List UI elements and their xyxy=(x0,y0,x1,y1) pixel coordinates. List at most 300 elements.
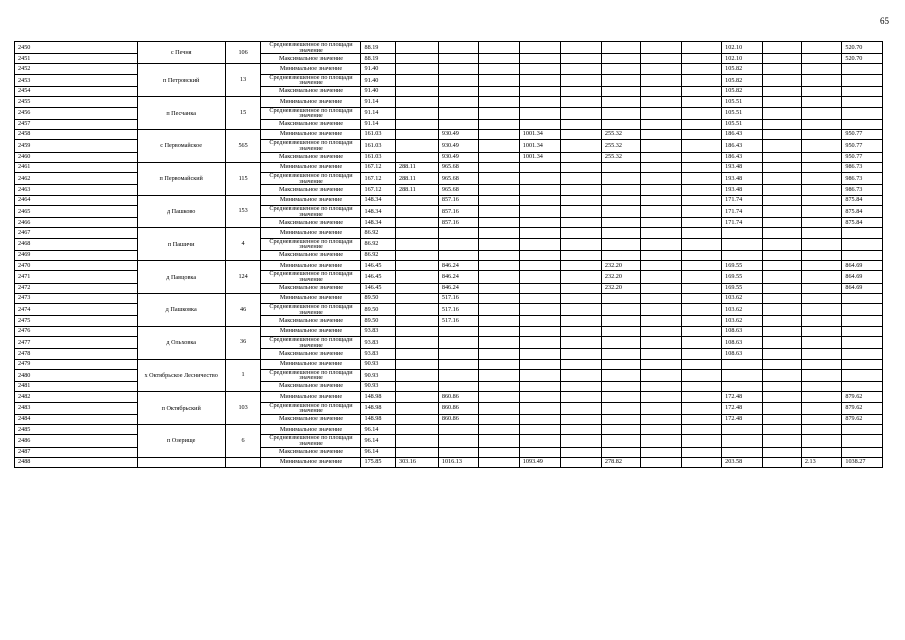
value-cell xyxy=(681,152,721,162)
value-cell xyxy=(438,382,478,392)
row-id: 2483 xyxy=(15,402,138,414)
value-cell xyxy=(519,349,561,359)
value-cell xyxy=(681,414,721,424)
value-cell xyxy=(762,447,801,457)
value-cell: 146.45 xyxy=(361,283,396,293)
value-cell xyxy=(519,64,561,74)
value-cell: 90.93 xyxy=(361,369,396,381)
value-cell: 864.69 xyxy=(842,283,883,293)
metric-label: Минимальное значение xyxy=(261,130,361,140)
value-cell xyxy=(681,435,721,447)
value-cell xyxy=(479,271,519,283)
settlement-name: п Октябрьский xyxy=(137,392,225,425)
metric-label: Минимальное значение xyxy=(261,162,361,172)
value-cell xyxy=(801,392,841,402)
value-cell xyxy=(395,261,438,271)
value-cell xyxy=(762,162,801,172)
table-row xyxy=(15,228,883,238)
value-cell xyxy=(519,402,561,414)
value-cell xyxy=(561,130,601,140)
value-cell xyxy=(681,447,721,457)
value-cell xyxy=(395,382,438,392)
settlement-name: с Печня xyxy=(137,42,225,64)
value-cell xyxy=(561,457,601,467)
value-cell xyxy=(395,392,438,402)
value-cell: 1038.27 xyxy=(842,457,883,467)
value-cell xyxy=(395,152,438,162)
value-cell xyxy=(842,74,883,86)
value-cell xyxy=(641,238,681,250)
value-cell xyxy=(641,293,681,303)
value-cell xyxy=(641,435,681,447)
value-cell: 86.92 xyxy=(361,250,396,260)
value-cell: 89.50 xyxy=(361,304,396,316)
value-cell xyxy=(561,74,601,86)
value-cell: 930.49 xyxy=(438,130,478,140)
value-cell xyxy=(479,326,519,336)
value-cell xyxy=(681,425,721,435)
value-cell xyxy=(519,173,561,185)
value-cell xyxy=(519,250,561,260)
value-cell xyxy=(601,74,640,86)
value-cell xyxy=(395,64,438,74)
value-cell xyxy=(681,382,721,392)
value-cell: 857.16 xyxy=(438,205,478,217)
value-cell xyxy=(519,382,561,392)
value-cell xyxy=(601,414,640,424)
value-cell: 875.84 xyxy=(842,195,883,205)
value-cell xyxy=(601,64,640,74)
value-cell: 91.40 xyxy=(361,64,396,74)
value-cell xyxy=(762,326,801,336)
value-cell xyxy=(438,447,478,457)
value-cell xyxy=(762,283,801,293)
value-cell xyxy=(762,42,801,54)
value-cell xyxy=(681,86,721,96)
value-cell xyxy=(519,86,561,96)
value-cell xyxy=(438,337,478,349)
value-cell xyxy=(395,42,438,54)
value-cell: 171.74 xyxy=(722,205,762,217)
value-cell xyxy=(681,271,721,283)
value-cell xyxy=(801,173,841,185)
value-cell xyxy=(479,119,519,129)
value-cell xyxy=(519,195,561,205)
value-cell: 879.62 xyxy=(842,402,883,414)
value-cell xyxy=(641,457,681,467)
value-cell xyxy=(479,152,519,162)
value-cell xyxy=(641,250,681,260)
value-cell xyxy=(762,195,801,205)
value-cell xyxy=(681,119,721,129)
value-cell xyxy=(801,425,841,435)
population: 115 xyxy=(225,162,261,195)
value-cell xyxy=(762,86,801,96)
value-cell: 148.34 xyxy=(361,205,396,217)
value-cell xyxy=(601,435,640,447)
value-cell xyxy=(479,74,519,86)
population: 4 xyxy=(225,228,261,261)
value-cell xyxy=(762,64,801,74)
value-cell: 879.62 xyxy=(842,414,883,424)
value-cell: 89.50 xyxy=(361,316,396,326)
row-id: 2463 xyxy=(15,185,138,195)
value-cell xyxy=(561,382,601,392)
value-cell xyxy=(561,425,601,435)
value-cell xyxy=(479,316,519,326)
value-cell: 278.82 xyxy=(601,457,640,467)
value-cell xyxy=(641,162,681,172)
value-cell xyxy=(601,205,640,217)
value-cell xyxy=(681,97,721,107)
value-cell xyxy=(561,86,601,96)
value-cell xyxy=(722,447,762,457)
value-cell: 103.62 xyxy=(722,316,762,326)
row-id: 2478 xyxy=(15,349,138,359)
value-cell xyxy=(801,86,841,96)
row-id: 2454 xyxy=(15,86,138,96)
value-cell xyxy=(479,425,519,435)
value-cell xyxy=(438,349,478,359)
value-cell: 105.51 xyxy=(722,97,762,107)
value-cell xyxy=(395,283,438,293)
value-cell: 169.55 xyxy=(722,261,762,271)
value-cell: 172.48 xyxy=(722,414,762,424)
value-cell xyxy=(681,107,721,119)
settlement-name xyxy=(137,457,225,467)
page-number: 65 xyxy=(880,16,889,26)
value-cell xyxy=(722,435,762,447)
value-cell xyxy=(801,271,841,283)
value-cell xyxy=(641,42,681,54)
value-cell xyxy=(801,185,841,195)
value-cell xyxy=(479,337,519,349)
value-cell xyxy=(641,86,681,96)
table-row xyxy=(15,261,883,271)
settlement-name: п Песчанка xyxy=(137,97,225,130)
value-cell xyxy=(641,283,681,293)
value-cell: 169.55 xyxy=(722,283,762,293)
value-cell xyxy=(479,349,519,359)
metric-label: Средневзвешенное по площади значение xyxy=(261,435,361,447)
value-cell xyxy=(438,359,478,369)
value-cell xyxy=(681,250,721,260)
metric-label: Максимальное значение xyxy=(261,283,361,293)
value-cell xyxy=(519,435,561,447)
value-cell xyxy=(561,173,601,185)
value-cell xyxy=(395,359,438,369)
row-id: 2456 xyxy=(15,107,138,119)
value-cell xyxy=(479,107,519,119)
value-cell: 86.92 xyxy=(361,228,396,238)
value-cell xyxy=(479,64,519,74)
value-cell xyxy=(519,304,561,316)
value-cell xyxy=(681,205,721,217)
value-cell xyxy=(601,107,640,119)
value-cell: 108.63 xyxy=(722,326,762,336)
value-cell xyxy=(681,326,721,336)
value-cell xyxy=(519,218,561,228)
value-cell: 857.16 xyxy=(438,195,478,205)
value-cell: 232.20 xyxy=(601,283,640,293)
value-cell xyxy=(842,316,883,326)
metric-label: Максимальное значение xyxy=(261,119,361,129)
value-cell xyxy=(842,359,883,369)
row-id: 2459 xyxy=(15,140,138,152)
value-cell xyxy=(842,447,883,457)
row-id: 2485 xyxy=(15,425,138,435)
value-cell xyxy=(762,205,801,217)
value-cell xyxy=(641,173,681,185)
value-cell xyxy=(801,119,841,129)
value-cell xyxy=(561,316,601,326)
value-cell xyxy=(722,228,762,238)
metric-label: Максимальное значение xyxy=(261,447,361,457)
value-cell xyxy=(479,261,519,271)
value-cell: 93.83 xyxy=(361,337,396,349)
value-cell xyxy=(681,218,721,228)
value-cell xyxy=(842,425,883,435)
value-cell xyxy=(395,414,438,424)
value-cell xyxy=(722,369,762,381)
value-cell xyxy=(641,195,681,205)
value-cell: 102.10 xyxy=(722,54,762,64)
value-cell: 232.20 xyxy=(601,261,640,271)
value-cell: 864.69 xyxy=(842,261,883,271)
row-id: 2479 xyxy=(15,359,138,369)
value-cell xyxy=(842,64,883,74)
value-cell: 857.16 xyxy=(438,218,478,228)
row-id: 2467 xyxy=(15,228,138,238)
value-cell xyxy=(519,447,561,457)
value-cell xyxy=(395,326,438,336)
value-cell: 520.70 xyxy=(842,54,883,64)
metric-label: Средневзвешенное по площади значение xyxy=(261,173,361,185)
value-cell xyxy=(842,369,883,381)
value-cell xyxy=(762,152,801,162)
value-cell: 846.24 xyxy=(438,261,478,271)
value-cell: 91.40 xyxy=(361,74,396,86)
value-cell xyxy=(801,238,841,250)
row-id: 2460 xyxy=(15,152,138,162)
value-cell xyxy=(681,402,721,414)
population: 46 xyxy=(225,293,261,326)
value-cell xyxy=(395,195,438,205)
row-id: 2466 xyxy=(15,218,138,228)
population: 13 xyxy=(225,64,261,97)
value-cell xyxy=(561,435,601,447)
metric-label: Максимальное значение xyxy=(261,152,361,162)
row-id: 2481 xyxy=(15,382,138,392)
value-cell: 96.14 xyxy=(361,425,396,435)
value-cell xyxy=(519,326,561,336)
data-table xyxy=(14,41,883,468)
settlement-name: п Петровский xyxy=(137,64,225,97)
metric-label: Минимальное значение xyxy=(261,228,361,238)
table-row xyxy=(15,195,883,205)
value-cell xyxy=(681,304,721,316)
metric-label: Средневзвешенное по площади значение xyxy=(261,42,361,54)
value-cell xyxy=(681,185,721,195)
value-cell xyxy=(801,54,841,64)
value-cell xyxy=(601,402,640,414)
value-cell xyxy=(601,119,640,129)
value-cell: 303.16 xyxy=(395,457,438,467)
population: 15 xyxy=(225,97,261,130)
value-cell xyxy=(601,173,640,185)
value-cell: 105.82 xyxy=(722,86,762,96)
table-body xyxy=(15,42,883,468)
value-cell: 517.16 xyxy=(438,316,478,326)
value-cell: 288.11 xyxy=(395,173,438,185)
metric-label: Минимальное значение xyxy=(261,359,361,369)
value-cell xyxy=(561,185,601,195)
value-cell xyxy=(762,369,801,381)
value-cell xyxy=(519,238,561,250)
value-cell: 103.62 xyxy=(722,304,762,316)
value-cell: 1016.13 xyxy=(438,457,478,467)
settlement-name: п Пашичи xyxy=(137,228,225,261)
metric-label: Средневзвешенное по площади значение xyxy=(261,140,361,152)
value-cell xyxy=(395,447,438,457)
value-cell xyxy=(641,64,681,74)
value-cell xyxy=(561,97,601,107)
row-id: 2462 xyxy=(15,173,138,185)
value-cell: 91.14 xyxy=(361,107,396,119)
value-cell xyxy=(601,392,640,402)
value-cell: 860.86 xyxy=(438,392,478,402)
value-cell xyxy=(681,173,721,185)
value-cell xyxy=(561,293,601,303)
value-cell xyxy=(395,271,438,283)
value-cell xyxy=(601,54,640,64)
value-cell xyxy=(842,86,883,96)
value-cell: 203.58 xyxy=(722,457,762,467)
value-cell xyxy=(561,414,601,424)
row-id: 2484 xyxy=(15,414,138,424)
value-cell xyxy=(842,326,883,336)
value-cell xyxy=(801,250,841,260)
value-cell xyxy=(681,369,721,381)
value-cell xyxy=(762,425,801,435)
value-cell xyxy=(601,86,640,96)
settlement-name: д Пашково xyxy=(137,195,225,228)
settlement-name: п Первомайский xyxy=(137,162,225,195)
metric-label: Средневзвешенное по площади значение xyxy=(261,74,361,86)
value-cell: 171.74 xyxy=(722,218,762,228)
value-cell xyxy=(395,250,438,260)
value-cell xyxy=(762,74,801,86)
value-cell: 161.03 xyxy=(361,130,396,140)
value-cell xyxy=(681,457,721,467)
value-cell: 186.43 xyxy=(722,152,762,162)
value-cell xyxy=(762,304,801,316)
metric-label: Минимальное значение xyxy=(261,425,361,435)
value-cell xyxy=(601,349,640,359)
value-cell xyxy=(801,414,841,424)
value-cell xyxy=(479,414,519,424)
value-cell xyxy=(641,359,681,369)
row-id: 2486 xyxy=(15,435,138,447)
population xyxy=(225,457,261,467)
value-cell: 91.40 xyxy=(361,86,396,96)
value-cell: 965.68 xyxy=(438,162,478,172)
value-cell xyxy=(801,107,841,119)
value-cell xyxy=(681,293,721,303)
value-cell: 86.92 xyxy=(361,238,396,250)
value-cell: 161.03 xyxy=(361,152,396,162)
table-row xyxy=(15,293,883,303)
value-cell: 148.34 xyxy=(361,195,396,205)
row-id: 2464 xyxy=(15,195,138,205)
value-cell xyxy=(561,64,601,74)
value-cell xyxy=(842,107,883,119)
table-row xyxy=(15,457,883,467)
value-cell xyxy=(801,261,841,271)
value-cell xyxy=(762,218,801,228)
value-cell xyxy=(641,447,681,457)
row-id: 2488 xyxy=(15,457,138,467)
value-cell xyxy=(519,42,561,54)
value-cell xyxy=(601,293,640,303)
value-cell xyxy=(479,54,519,64)
value-cell xyxy=(681,64,721,74)
value-cell xyxy=(681,195,721,205)
value-cell xyxy=(801,162,841,172)
value-cell: 161.03 xyxy=(361,140,396,152)
value-cell xyxy=(801,435,841,447)
value-cell: 875.84 xyxy=(842,218,883,228)
value-cell xyxy=(395,293,438,303)
value-cell xyxy=(762,107,801,119)
value-cell xyxy=(641,119,681,129)
value-cell: 879.62 xyxy=(842,392,883,402)
metric-label: Максимальное значение xyxy=(261,316,361,326)
value-cell xyxy=(842,238,883,250)
value-cell xyxy=(681,74,721,86)
value-cell xyxy=(641,392,681,402)
value-cell xyxy=(519,119,561,129)
row-id: 2477 xyxy=(15,337,138,349)
value-cell xyxy=(519,316,561,326)
value-cell xyxy=(722,359,762,369)
value-cell: 255.32 xyxy=(601,140,640,152)
value-cell xyxy=(395,435,438,447)
value-cell xyxy=(801,283,841,293)
value-cell xyxy=(561,337,601,349)
value-cell xyxy=(681,238,721,250)
value-cell xyxy=(479,402,519,414)
value-cell xyxy=(801,382,841,392)
value-cell xyxy=(479,97,519,107)
value-cell xyxy=(801,316,841,326)
row-id: 2465 xyxy=(15,205,138,217)
value-cell: 105.82 xyxy=(722,74,762,86)
value-cell xyxy=(561,205,601,217)
value-cell xyxy=(479,228,519,238)
value-cell xyxy=(601,250,640,260)
value-cell xyxy=(842,304,883,316)
value-cell xyxy=(641,130,681,140)
value-cell xyxy=(519,293,561,303)
value-cell: 1001.34 xyxy=(519,140,561,152)
settlement-name: х Октябрьское Лесничество xyxy=(137,359,225,392)
value-cell xyxy=(395,337,438,349)
value-cell xyxy=(479,195,519,205)
row-id: 2472 xyxy=(15,283,138,293)
value-cell xyxy=(601,228,640,238)
value-cell: 148.98 xyxy=(361,392,396,402)
